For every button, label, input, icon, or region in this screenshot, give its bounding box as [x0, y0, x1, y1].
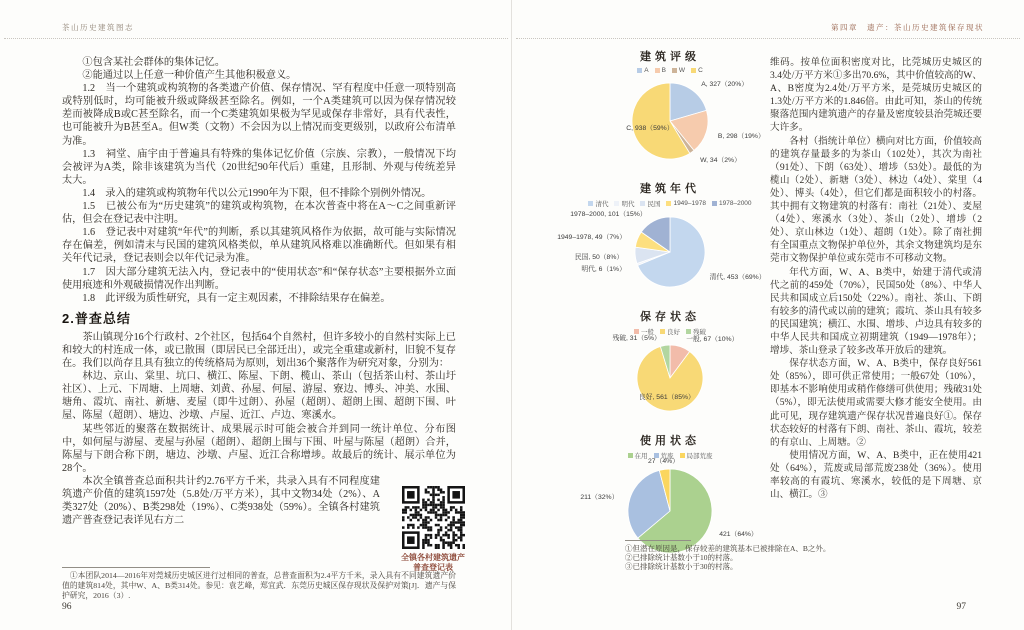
legend-item	[691, 67, 703, 74]
legend-label: 局部荒废	[686, 453, 713, 460]
paragraph: 1.6 登记表中对建筑“年代”的判断，系以其建筑风格作为依据，故可能与实际情况存在偏差，例如清末与民国的建筑风格类似，单从建筑风格难以准确断代。但如果有相关年代记录，登记表则会以年代记录为准。	[62, 227, 456, 265]
legend-swatch	[588, 201, 593, 206]
pie-label: 211（32%）	[580, 493, 619, 501]
legend-swatch	[637, 68, 642, 73]
footnote-rule	[62, 567, 210, 568]
chart-building-rating	[552, 48, 788, 168]
pie-label: 1978–2000, 101（15%）	[570, 211, 647, 218]
legend-swatch	[655, 68, 660, 73]
chart-preservation-status	[552, 308, 788, 420]
legend-item	[628, 451, 648, 460]
legend-label: 荒废	[660, 453, 674, 460]
legend-item	[637, 67, 648, 74]
pie-label: 1949–1978, 49（7%）	[557, 233, 626, 241]
paragraph: 1.3 祠堂、庙宇由于普遍具有特殊的集体记忆价值（宗族、宗教），一般情况下均会被评为A类，除非该建筑为当代（20世纪90年代后）重建，且形制、外观与传统差异太大。	[62, 148, 456, 186]
legend-swatch	[666, 201, 671, 206]
chart-legend	[552, 327, 788, 336]
left-body-text	[62, 56, 465, 572]
legend-item	[672, 67, 685, 74]
legend-label: C	[698, 67, 703, 74]
paragraph: 年代方面，W、A、B类中，始建于清代或清代之前的459处（70%），民国50处（8%）、中华人民共和国成立后150处（22%）。南社、茶山、下朗有较多的清代或以前的建筑；霞坑、茶山具有较多的民国建筑；横江、水围、增埗、卢边具有较多的中华人民共和国成立初期建筑（1949—1978年）；增埗、茶山登录了较多改革开放后的建筑。	[770, 266, 982, 357]
paragraph: 本次全镇普查总面积共计约2.76平方千米，共录入具有不同程度建筑遗产价值的建筑1597处（5.8处/万平方米），其中文物34处（2%）、A类327处（20%）、B类298处（19%）、C类938处（59%）。全镇各村建筑遗产普查登记表详见右方二	[62, 475, 380, 527]
pie-chart	[634, 216, 706, 288]
legend-item	[660, 327, 680, 336]
right-footnote	[625, 540, 985, 572]
pie-label: A, 327（20%）	[701, 81, 749, 89]
running-head-right: 第四章 遗产：茶山历史建筑保存现状	[831, 23, 984, 32]
legend-label: 一般	[641, 329, 654, 336]
pie-label: 421（64%）	[719, 530, 758, 538]
paragraph: 保存状态方面，W、A、B类中，保存良好561处（85%），即可供正常使用；一般67处（10%），即基本不影响使用或稍作修缮可供使用；残破31处（5%），即无法使用或需要大修才能安全使用。由此可见，现存建筑遗产保存状况普遍良好①。保存状态较好的村落有下朗、南社、茶山、霞坑，较差的有京山、上周塘。②	[770, 358, 982, 448]
page-number-right: 97	[956, 602, 966, 612]
paragraph: ②能通过以上任意一种价值产生其他积极意义。	[82, 70, 297, 82]
legend-label: 1949–1978	[673, 200, 706, 207]
qr-block	[398, 486, 468, 573]
legend-swatch	[712, 201, 717, 206]
page-number-left: 96	[62, 602, 72, 612]
legend-item	[666, 200, 706, 207]
chart-legend	[552, 67, 788, 74]
legend-swatch	[628, 453, 633, 458]
legend-label: 良好	[667, 329, 680, 336]
footnote-text: ①本团队2014—2016年对莞城历史城区进行过相同的普查，总普查面积为2.4平方千米，录入具有不同建筑遗产价值的建筑814处，其中W、A、B类314处。参见：袁艺峰，郑宜武．东莞历史城区保存现状及保护对策[J]．遗产与保护研究，2016（3）.	[62, 571, 456, 600]
legend-item	[588, 199, 608, 208]
legend-label: 在用	[634, 453, 648, 460]
chart-title: 保存状态	[640, 311, 700, 323]
pie-label: 一般, 67（10%）	[686, 336, 739, 344]
header-divider	[4, 38, 508, 39]
legend-label: 明代	[621, 201, 635, 208]
paragraph: 维码。按单位面积密度对比，比莞城历史城区的3.4处/万平方米①多出70.6%，其中价值较高的W、A、B密度为2.4处/万平方米，是莞城历史城区的1.3处/万平方米的1.846倍。由此可知，茶山的传统聚落范围内建筑遗产的存量及密度较县治莞城还要大许多。	[770, 57, 982, 134]
pie-label: 27（4%）	[648, 458, 679, 466]
legend-swatch	[691, 68, 696, 73]
legend-item	[655, 67, 666, 74]
paragraph: 1.8 此评级为质性研究，具有一定主观因素，不排除结果存在偏差。	[82, 292, 391, 304]
charts-column	[552, 48, 788, 574]
pie-label: C, 938（59%）	[626, 124, 674, 132]
paragraph: 各村（指统计单位）横向对比方面，价值较高的建筑存量最多的为茶山（102处），其次为南社（91处）、下朗（63处）、增埗（53处）。最低的为榄山（2处）、新塘（3处）、林边（4处）、棠里（4处）、博头（4处），但它们都是面积较小的村落。其中拥有文物建筑的村落有：南社（21处）、麦屋（4处）、寒溪水（3处）、茶山（2处）、增埗（2处）、京山林边（1处）、超朗（1处）。除了南社拥有全国重点文物保护单位外，其余文物建筑均是东莞市文物保护单位或东莞市不可移动文物。	[770, 135, 982, 265]
footnote-text: ①但潜在原因是，保存较差的建筑基本已被排除在A、B之外。	[625, 544, 831, 553]
chart-title: 使用状态	[640, 435, 700, 447]
legend-label: W	[678, 67, 686, 74]
header-divider	[516, 38, 1020, 39]
legend-item	[680, 451, 713, 460]
legend-swatch	[614, 201, 619, 206]
paragraph: 使用情况方面，W、A、B类中，正在使用421处（64%），荒废或局部荒废238处（36%）。使用率较高的有霞坑、寒溪水，较低的是下周塘、京山、横江。③	[770, 449, 982, 501]
paragraph: 1.7 因大部分建筑无法入内，登记表中的“使用状态”和“保存状态”主要根据外立面使用痕迹和外观破损情况作出判断。	[62, 266, 456, 291]
qr-caption-line: 全镇各村建筑遗产	[401, 553, 465, 562]
paragraph: 1.2 当一个建筑或构筑物的各类遗产价值、保存情况、罕有程度中任意一项特别高或特别低时，均可能被升级或降级甚至除名。例如，一个A类建筑可以因为保存情况较差而被降成B或C甚至除名，而一个C类建筑如果极为罕见或保存非常好，具有代表性，也可能被升为B甚至A。但W类（文物）不会因为以上情况而变更级别，以政府公布清单为准。	[62, 83, 456, 147]
legend-label: 清代	[595, 201, 609, 208]
legend-item	[712, 200, 752, 207]
legend-item	[640, 199, 660, 208]
page-97	[512, 0, 1024, 630]
chart-title: 建筑年代	[640, 183, 700, 195]
pie-label: B, 298（19%）	[717, 133, 765, 140]
pie-label: 良好, 561（85%）	[638, 393, 695, 401]
pie-label: W, 34（2%）	[700, 157, 741, 165]
left-footnote	[62, 567, 456, 601]
chart-legend	[552, 199, 788, 208]
legend-swatch	[680, 453, 685, 458]
legend-swatch	[640, 201, 645, 206]
chart-building-era	[552, 180, 788, 296]
footnote-text: ②已排除统计基数小于10的村落。	[625, 553, 738, 563]
legend-label: B	[661, 67, 666, 74]
paragraph: 1.4 录入的建筑或构筑物年代以公元1990年为下限，但不排除个别例外情况。	[82, 187, 432, 199]
legend-item	[614, 199, 634, 208]
legend-label: 残破	[693, 329, 706, 336]
pie-label: 残破, 31（5%）	[612, 334, 661, 342]
chart-title: 建筑评级	[640, 51, 700, 63]
paragraph: ①包含某社会群体的集体记忆。	[82, 57, 226, 68]
pie-label: 民国, 50（8%）	[574, 254, 624, 262]
footnote-text: ③已排除统计基数小于30的村落。	[625, 562, 738, 572]
legend-label: A	[644, 67, 649, 74]
qr-code	[402, 486, 465, 549]
right-body-text	[770, 56, 982, 501]
running-head-left: 茶山历史建筑图志	[62, 23, 134, 32]
legend-swatch	[672, 68, 677, 73]
pie-label: 明代, 6（1%）	[581, 265, 626, 273]
legend-label: 1978–2000	[719, 200, 752, 207]
paragraph: 林边、京山、棠里、坑口、横江、陈屋、下朗、榄山、茶山（包括茶山村、茶山圩社区）、上元、下周塘、上周塘、刘黄、孙屋、何屋、游屋、寮边、博头、冲美、水围、塘角、霞坑、南社、新塘、麦屋（即牛过朗）、孙屋（超朗）、超朗上围、超朗下围、叶屋、陈屋（超朗）、塘边、沙墩、卢屋、近江、卢边、寒溪水。	[62, 371, 456, 422]
qr-caption-line: 普查登记表	[413, 563, 453, 572]
page-gutter	[511, 0, 512, 630]
paragraph: 某些邻近的聚落在数据统计、成果展示时可能会被合并到同一统计单位、分布图中，如何屋与游屋、麦屋与孙屋（超朗）、超朗上围与下围、叶屋与陈屋（超朗）合并，陈屋与下朗合称下朗，塘边、沙墩、卢屋、近江合称增埗。故最后的统计、展示单位为28个。	[62, 423, 456, 474]
section-heading: 2.普查总结	[62, 310, 131, 326]
pie-chart	[636, 344, 704, 412]
paragraph: 茶山镇现分16个行政村、2个社区，包括64个自然村，但许多较小的自然村实际上已和较大的村连成一体，或已散围（即居民已全部迁出），或完全重建或新村，旧貌不复存在。我们以尚存且具有独立的传统格局为原则，划出36个聚落作为研究对象，分别为：	[62, 331, 456, 370]
footnote-rule	[625, 540, 691, 541]
paragraph: 1.5 已被公布为“历史建筑”的建筑或构筑物，在本次普查中将在A～C之间重新评估，但会在登记表中注明。	[62, 201, 456, 226]
pie-label: 清代, 453（69%）	[709, 274, 766, 282]
legend-label: 民国	[647, 201, 661, 208]
